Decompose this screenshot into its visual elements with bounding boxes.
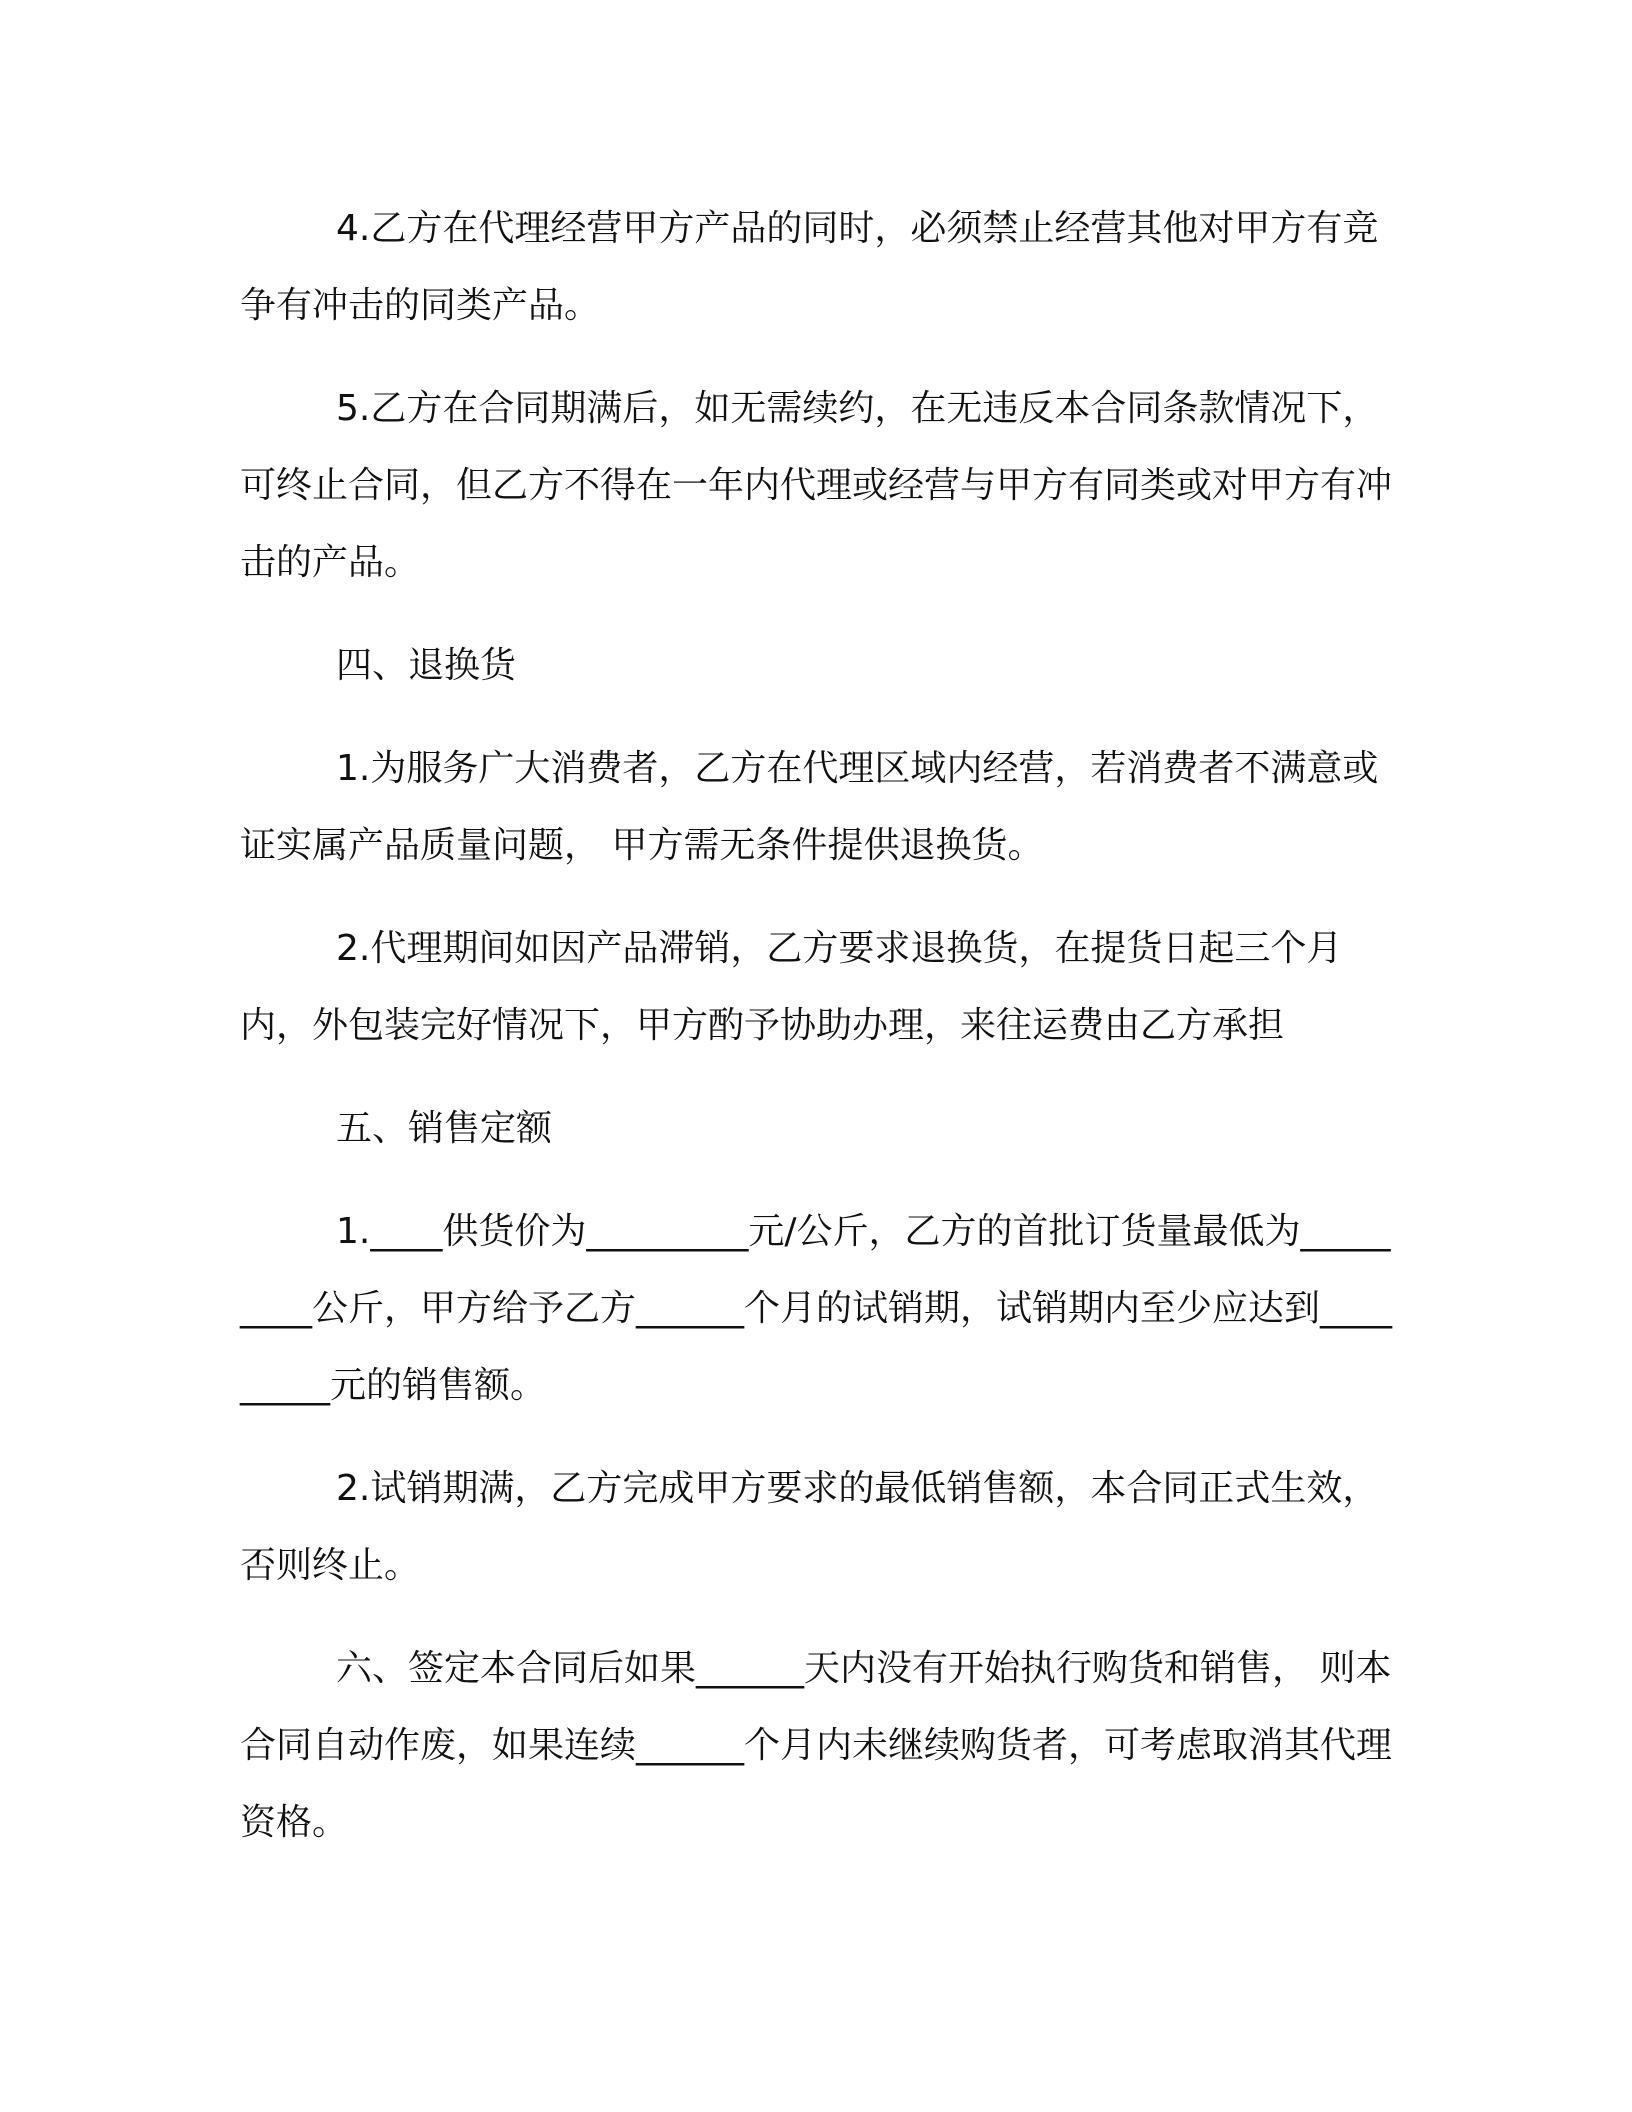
clause-4-1: 1.为服务广大消费者，乙方在代理区域内经营，若消费者不满意或证实属产品质量问题， 甲方需无条件提供退换货。 <box>240 748 1379 866</box>
clause-4-2: 2.代理期间如因产品滞销，乙方要求退换货，在提货日起三个月内，外包装完好情况下，甲方酌予协助办理，来往运费由乙方承担 <box>240 928 1343 1046</box>
clause-3-4: 4.乙方在代理经营甲方产品的同时，必须禁止经营其他对甲方有竞争有冲击的同类产品。 <box>240 208 1379 326</box>
clause-5-1: 1.____供货价为_________元/公斤，乙方的首批订货量最低为_________公斤，甲方给予乙方______个月的试销期，试销期内至少应达到_________元的销售额。 <box>240 1211 1393 1406</box>
document-body <box>240 190 1400 1887</box>
section-heading-sales-quota: 五、销售定额 <box>336 1108 553 1149</box>
section-heading-returns: 四、退换货 <box>336 645 517 686</box>
clause-3-5: 5.乙方在合同期满后，如无需续约，在无违反本合同条款情况下，可终止合同，但乙方不得在一年内代理或经营与甲方有同类或对甲方有冲击的产品。 <box>240 388 1393 583</box>
clause-6: 六、签定本合同后如果______天内没有开始执行购货和销售， 则本合同自动作废，如果连续______个月内未继续购货者，可考虑取消其代理资格。 <box>240 1648 1393 1843</box>
clause-5-2: 2.试销期满，乙方完成甲方要求的最低销售额，本合同正式生效，否则终止。 <box>240 1468 1379 1586</box>
